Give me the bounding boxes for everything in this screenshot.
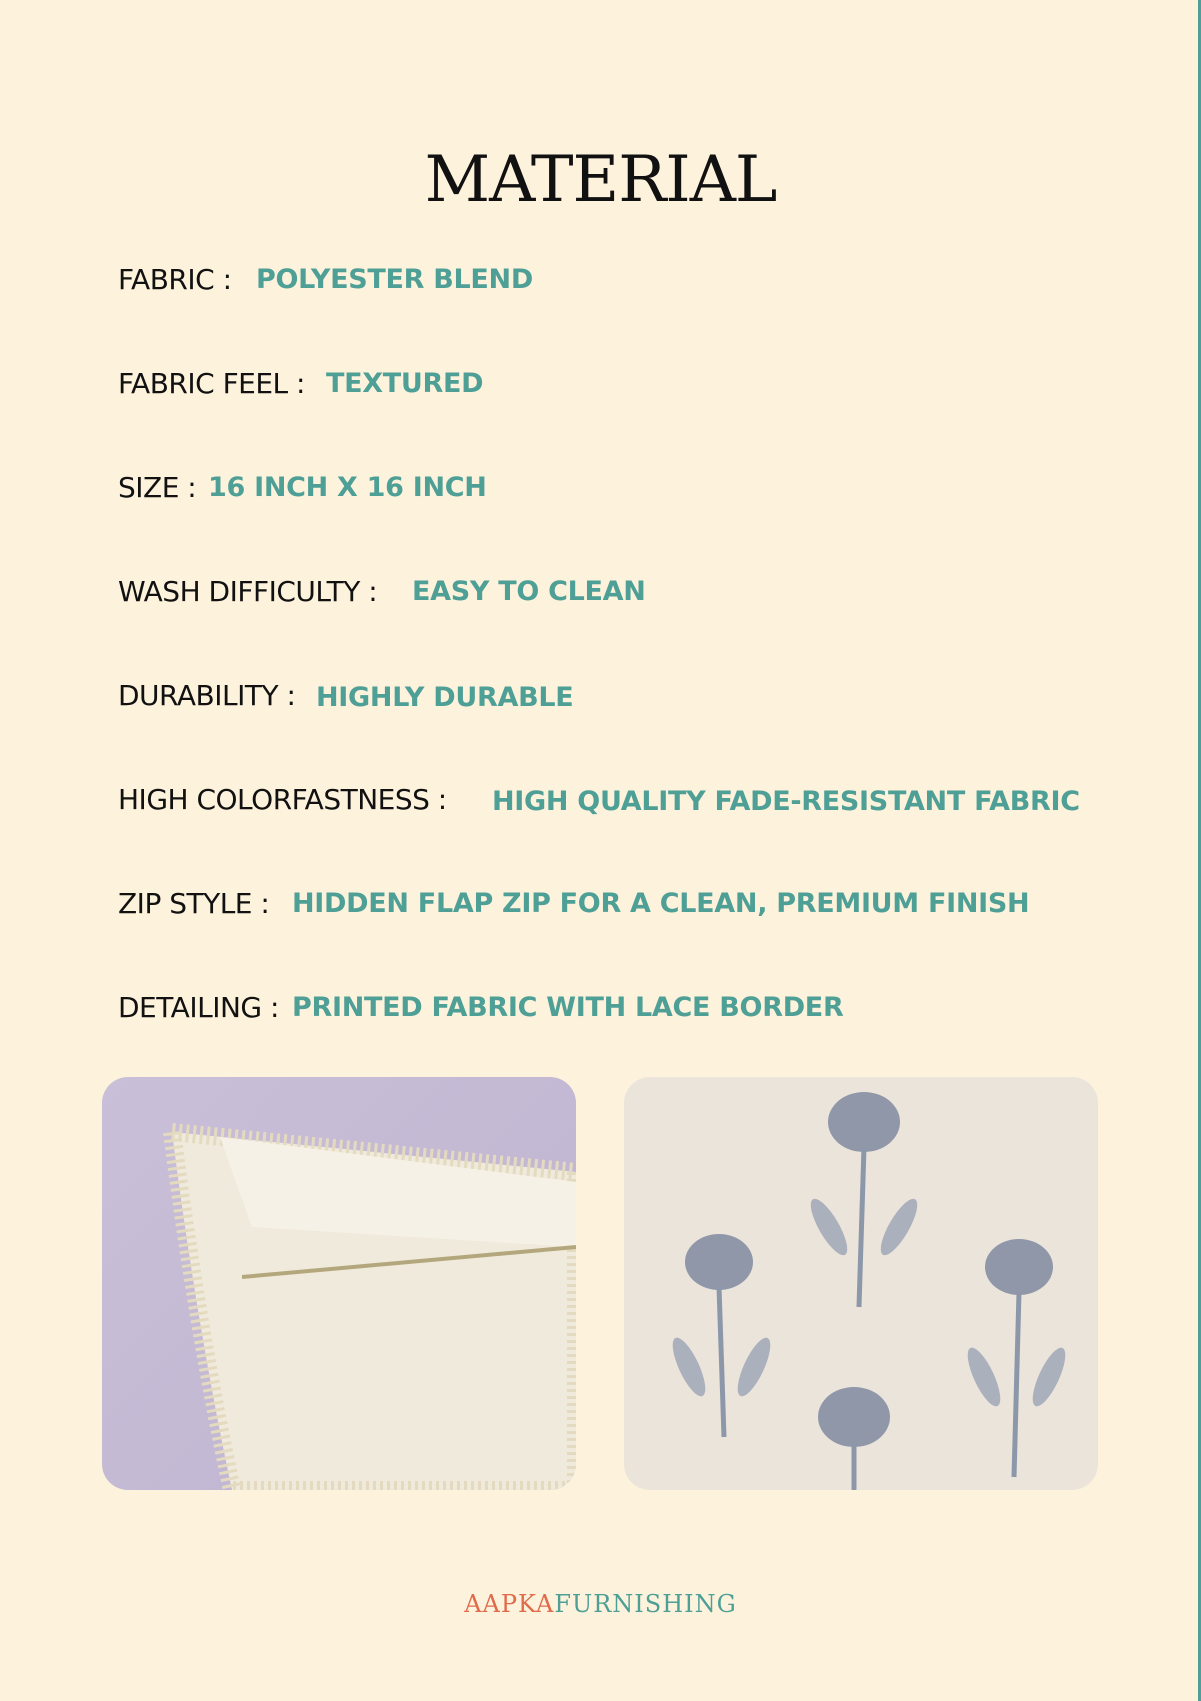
logo-part-aapka: AAPKA (464, 1590, 555, 1618)
spec-value: TEXTURED (326, 368, 484, 399)
spec-value: HIGHLY DURABLE (316, 682, 574, 713)
brand-logo (0, 1590, 1201, 1618)
spec-value: EASY TO CLEAN (412, 576, 646, 607)
cushion-zip-photo (102, 1077, 576, 1490)
spec-value: HIGH QUALITY FADE-RESISTANT FABRIC (492, 786, 1080, 817)
spec-label: DETAILING : (118, 991, 279, 1024)
spec-label: WASH DIFFICULTY : (118, 575, 378, 608)
spec-value: PRINTED FABRIC WITH LACE BORDER (292, 992, 844, 1023)
spec-label: ZIP STYLE : (118, 887, 270, 920)
logo-part-furnishing: FURNISHING (554, 1590, 737, 1618)
spec-label: DURABILITY : (118, 679, 296, 712)
spec-value: POLYESTER BLEND (256, 264, 533, 295)
spec-label: HIGH COLORFASTNESS : (118, 783, 447, 816)
spec-label: SIZE : (118, 471, 197, 504)
page-title: MATERIAL (424, 142, 777, 217)
spec-value: HIDDEN FLAP ZIP FOR A CLEAN, PREMIUM FINISH (292, 888, 1030, 919)
spec-value: 16 INCH X 16 INCH (208, 472, 487, 503)
fabric-print-photo (624, 1077, 1098, 1490)
spec-label: FABRIC : (118, 263, 232, 296)
spec-label: FABRIC FEEL : (118, 367, 305, 400)
